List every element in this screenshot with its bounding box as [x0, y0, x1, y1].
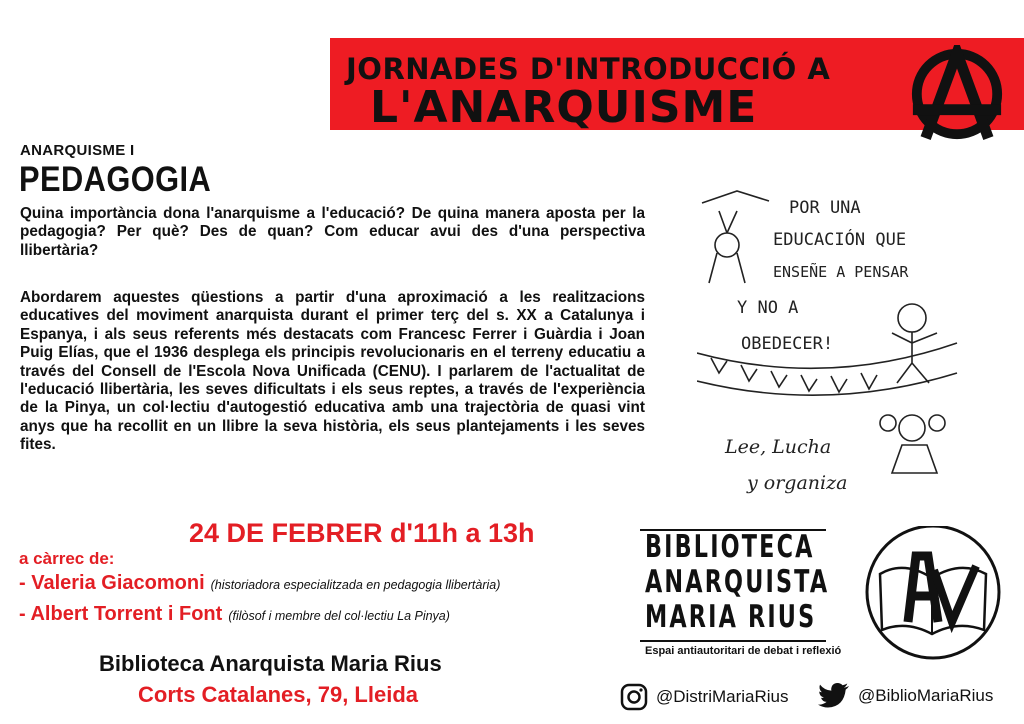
education-illustration — [697, 183, 967, 503]
event-date: 24 DE FEBRER d'11h a 13h — [189, 518, 535, 548]
section-kicker: ANARQUISME I — [20, 142, 135, 159]
library-logo-text — [645, 530, 829, 635]
instagram-icon — [620, 683, 648, 711]
intro-paragraph: Quina importància dona l'anarquisme a l'educació? De quina manera aposta per la pedagogia? Per què? Des de quan? Com educar avui des d'una perspectiva llibertària? — [20, 205, 645, 259]
logo-line-1: BIBLIOTECA — [645, 529, 815, 565]
speaker-2 — [19, 603, 450, 626]
speaker-name: - Valeria Giacomoni — [19, 572, 205, 594]
logo-line-2: ANARQUISTA — [645, 564, 830, 600]
venue-name: Biblioteca Anarquista Maria Rius — [99, 651, 442, 676]
speaker-name: - Albert Torrent i Font — [19, 603, 223, 625]
banner-title-line1: JORNADES D'INTRODUCCIÓ A — [346, 52, 831, 86]
instagram-handle-text: @DistriMariaRius — [656, 687, 789, 706]
banner-title-line2: L'ANARQUISME — [370, 82, 758, 133]
twitter-handle-text: @BiblioMariaRius — [858, 686, 994, 705]
body-paragraph: Abordarem aquestes qüestions a partir d'una aproximació a les realitzacions educatives del moviment anarquista durant el primer terç del s. XX a Catalunya i Espanya, i als seus referents més destacats com Francesc Ferrer i Guàrdia i Joan Puig Elías, que el 1936 desplega els principis revolucionaris en el terreny educatiu a través del Consell de l'Escola Nova Unificada (CENU). I parlarem de l'actualitat de l'educació llibertària, les seves dificultats i els seus reptes, a través de l'experiència de la Pinya, un col·lectiu d'autogestió educativa amb una trajectòria de quasi vint anys que ha recollit en un llibre la seva història, els seus plantejaments i les seves fites. — [20, 289, 645, 454]
page-title: PEDAGOGIA — [19, 160, 212, 199]
illus-line-5: OBEDECER! — [741, 334, 834, 354]
venue-address: Corts Catalanes, 79, Lleida — [138, 682, 418, 707]
twitter-icon — [818, 683, 850, 709]
speaker-note: (filòsof i membre del col·lectiu La Pinya) — [228, 609, 450, 623]
speaker-1 — [19, 572, 500, 595]
twitter-handle — [818, 683, 993, 709]
logo-line-3: MARIA RIUS — [645, 599, 817, 635]
illus-line-1: POR UNA — [789, 198, 861, 218]
speaker-note: (historiadora especialitzada en pedagogia llibertària) — [210, 578, 501, 592]
illus-script-2: y organiza — [747, 472, 848, 494]
illus-line-2: EDUCACIÓN QUE — [773, 230, 907, 250]
illus-script-1: Lee, Lucha — [725, 436, 832, 458]
library-logo-subtitle: Espai antiautoritari de debat i reflexió — [645, 645, 842, 657]
illus-line-4: Y NO A — [737, 298, 799, 318]
illus-line-3: ENSEÑE A PENSAR — [773, 263, 909, 281]
instagram-handle — [620, 683, 789, 711]
anarchy-symbol-icon — [908, 45, 1006, 143]
speakers-label: a càrrec de: — [19, 549, 115, 568]
